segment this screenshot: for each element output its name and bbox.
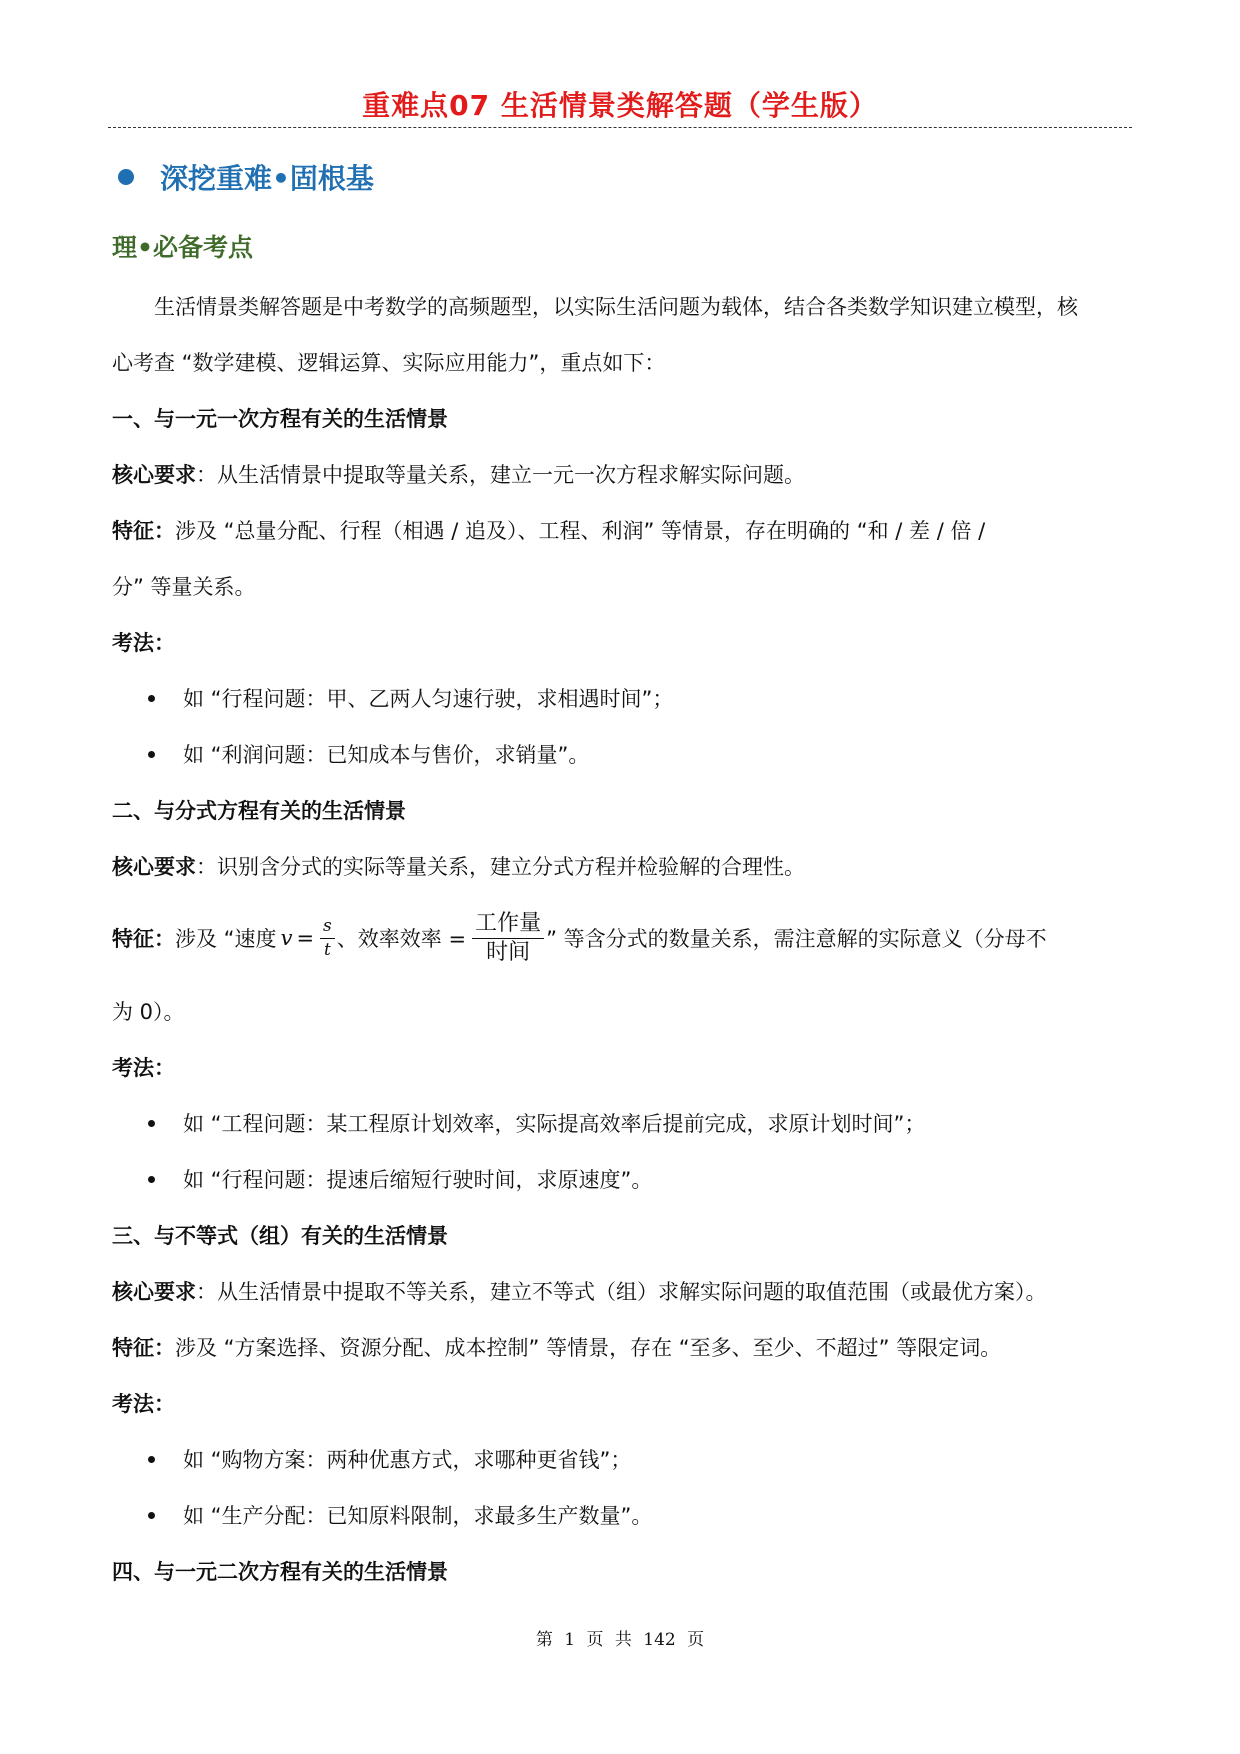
fraction-bar xyxy=(472,938,544,939)
core-label: 核心要求 xyxy=(112,463,196,487)
list-item: 如 “工程问题：某工程原计划效率，实际提高效率后提前完成，求原计划时间”； xyxy=(148,1108,925,1138)
topic-2-feature-cont: 为 0）。 xyxy=(112,1000,185,1024)
core-label: 核心要求 xyxy=(112,855,196,879)
feature-post: ” 等含分式的数量关系，需注意解的实际意义（分母不 xyxy=(546,927,1047,951)
core-label: 核心要求 xyxy=(112,1280,196,1304)
topic-1-method-label: 考法： xyxy=(112,631,175,655)
page-footer: 第 1 页 共 142 页 xyxy=(535,1630,705,1650)
bullet-icon xyxy=(148,695,155,702)
topic-2-method-label: 考法： xyxy=(112,1056,175,1080)
feature-pre: 涉及 “速度 xyxy=(175,927,277,951)
topic-3-heading: 三、与不等式（组）有关的生活情景 xyxy=(112,1224,448,1248)
list-item: 如 “购物方案：两种优惠方式，求哪种更省钱”； xyxy=(148,1444,631,1474)
section-bullet-icon xyxy=(118,169,134,185)
title-divider xyxy=(108,127,1132,128)
bullet-icon xyxy=(148,1456,155,1463)
section-heading xyxy=(118,157,374,197)
section-title: 深挖重难•固根基 xyxy=(160,162,374,195)
feature-label: 特征： xyxy=(112,927,175,951)
topic-2-feature xyxy=(112,906,1047,970)
feature-label: 特征： xyxy=(112,519,175,543)
feature-text: 涉及 “总量分配、行程（相遇 / 追及）、工程、利润” 等情景，存在明确的 “和 / 差 / 倍 / xyxy=(175,519,986,543)
topic-1-feature-cont: 分” 等量关系。 xyxy=(112,575,256,599)
fraction-numerator: 工作量 xyxy=(475,910,542,936)
intro-line-2: 心考查 “数学建模、逻辑运算、实际应用能力”，重点如下： xyxy=(112,351,666,375)
fraction-bar xyxy=(320,938,335,939)
efficiency-fraction xyxy=(472,912,544,965)
list-item: 如 “行程问题：提速后缩短行驶时间，求原速度”。 xyxy=(148,1164,652,1194)
fraction-denominator: 时间 xyxy=(486,939,531,965)
fraction-denominator: t xyxy=(323,939,331,960)
topic-2-core xyxy=(112,851,805,881)
topic-1-feature xyxy=(112,515,985,545)
core-text: ：从生活情景中提取不等关系，建立不等式（组）求解实际问题的取值范围（或最优方案）。 xyxy=(196,1280,1047,1304)
feature-text: 涉及 “方案选择、资源分配、成本控制” 等情景，存在 “至多、至少、不超过” 等限定词。 xyxy=(175,1336,1002,1360)
equals-sign: = xyxy=(296,926,315,950)
speed-fraction xyxy=(320,917,335,960)
topic-3-feature xyxy=(112,1332,1001,1362)
core-text: ：从生活情景中提取等量关系，建立一元一次方程求解实际问题。 xyxy=(196,463,805,487)
topic-4-heading: 四、与一元二次方程有关的生活情景 xyxy=(112,1560,448,1584)
feature-mid: 、效率效率 = xyxy=(336,927,467,951)
speed-variable: v xyxy=(280,926,293,950)
bullet-icon xyxy=(148,1512,155,1519)
topic-3-core xyxy=(112,1276,1047,1306)
topic-2-heading: 二、与分式方程有关的生活情景 xyxy=(112,799,406,823)
fraction-numerator: s xyxy=(323,915,332,936)
bullet-icon xyxy=(148,751,155,758)
bullet-icon xyxy=(148,1120,155,1127)
list-item: 如 “生产分配：已知原料限制，求最多生产数量”。 xyxy=(148,1500,652,1530)
intro-line-1: 生活情景类解答题是中考数学的高频题型，以实际生活问题为载体，结合各类数学知识建立模型，核 xyxy=(154,295,1078,319)
list-item: 如 “行程问题：甲、乙两人匀速行驶，求相遇时间”； xyxy=(148,683,673,713)
list-item: 如 “利润问题：已知成本与售价，求销量”。 xyxy=(148,739,589,769)
feature-label: 特征： xyxy=(112,1336,175,1360)
topic-3-method-label: 考法： xyxy=(112,1392,175,1416)
bullet-icon xyxy=(148,1176,155,1183)
document-title: 重难点07 生活情景类解答题（学生版） xyxy=(362,89,878,122)
subsection-title: 理•必备考点 xyxy=(112,233,253,262)
topic-1-core xyxy=(112,459,805,489)
topic-1-heading: 一、与一元一次方程有关的生活情景 xyxy=(112,407,448,431)
core-text: ：识别含分式的实际等量关系，建立分式方程并检验解的合理性。 xyxy=(196,855,805,879)
